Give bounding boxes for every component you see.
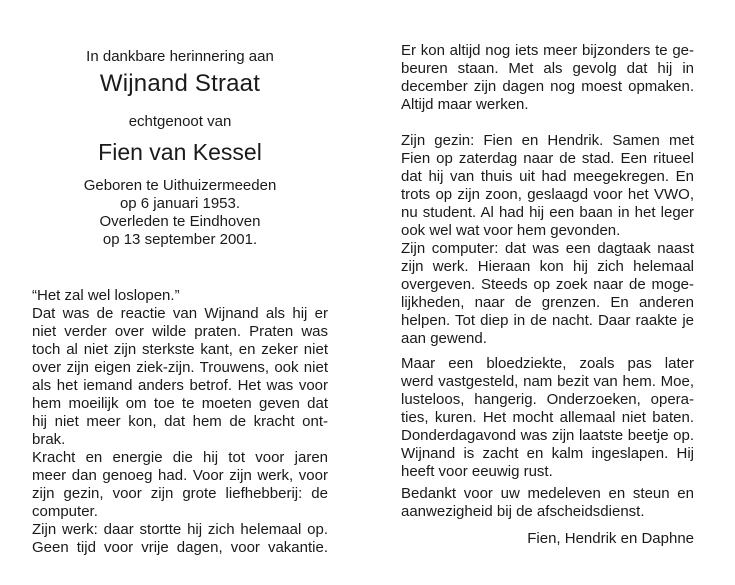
text-line: hem moeilijk om toe te moeten geven dat xyxy=(32,395,328,412)
text-line: aanwezigheid bij de afscheidsdienst. xyxy=(401,503,645,520)
text-line: Geen tijd voor vrije dagen, voor vakantie. xyxy=(32,539,328,556)
text-line: Donderdagavond was zijn laatste beetje op. xyxy=(401,427,694,444)
death-date: op 13 september 2001. xyxy=(102,231,258,248)
text-line: Zijn werk: daar stortte hij zich helemaal op. xyxy=(32,521,328,538)
paragraph-bloedziekte xyxy=(401,355,694,481)
text-line: dat hij van thuis uit had meegekregen. En xyxy=(401,168,694,185)
text-line: werd vastgesteld, nam bezit van hem. Moe, xyxy=(401,373,694,390)
text-line: heeft voor eeuwig rust. xyxy=(401,463,553,480)
text-line: als het iemand anders betrof. Het was voor xyxy=(32,377,328,394)
text-line: Maar een bloedziekte, zoals pas later xyxy=(401,355,694,372)
paragraph-loslopen xyxy=(32,287,328,449)
text-line: hij niet meer kon, dat hem de kracht ont- xyxy=(32,413,328,430)
text-line: Kracht en energie die hij tot voor jaren xyxy=(32,449,328,466)
text-line: lijkheden, naar de grenzen. En anderen xyxy=(401,294,694,311)
intro-text: In dankbare herinnering aan xyxy=(86,48,274,65)
paragraph-werken xyxy=(401,42,694,114)
text-line: Er kon altijd nog iets meer bijzonders te ge- xyxy=(401,42,694,59)
text-line: meer dan genoeg had. Voor zijn werk, voor xyxy=(32,467,328,484)
death-place: Overleden te Eindhoven xyxy=(99,213,261,230)
birth-place: Geboren te Uithuizermeeden xyxy=(83,177,277,194)
deceased-name: Wijnand Straat xyxy=(99,70,261,97)
spouse-label: echtgenoot van xyxy=(128,113,232,130)
text-line: helpen. Tot diep in de nacht. Daar raakte je xyxy=(401,312,694,329)
signature: Fien, Hendrik en Daphne xyxy=(527,530,694,547)
spouse-name: Fien van Kessel xyxy=(98,139,262,165)
text-line: trots op zijn zoon, geslaagd voor het VWO, xyxy=(401,186,694,203)
text-line: nu student. Al had hij een baan in het leger xyxy=(401,204,694,221)
text-line: over zijn eigen ziek-zijn. Trouwens, ook niet xyxy=(32,359,328,376)
text-line: december zijn dagen nog moest opmaken. xyxy=(401,78,694,95)
text-line: Dat was de reactie van Wijnand als hij er xyxy=(32,305,328,322)
paragraph-kracht xyxy=(32,449,328,557)
text-line: niet verder over wilde praten. Praten was xyxy=(32,323,328,340)
paragraph-bedankt xyxy=(401,485,694,521)
text-line: Fien op zaterdag naar de stad. Een ritueel xyxy=(401,150,694,167)
text-line: “Het zal wel loslopen.” xyxy=(32,287,180,304)
text-line: toch al niet zijn sterkste kant, en zeker niet xyxy=(32,341,328,358)
birth-date: op 6 januari 1953. xyxy=(119,195,241,212)
text-line: Bedankt voor uw medeleven en steun en xyxy=(401,485,694,502)
text-line: ook wel wat voor hem gevonden. xyxy=(401,222,621,239)
text-line: aan gewend. xyxy=(401,330,487,347)
text-line: computer. xyxy=(32,503,98,520)
text-line: beuren staan. Met als gevolg dat hij in xyxy=(401,60,694,77)
text-line: brak. xyxy=(32,431,66,448)
text-line: zijn gezin, voor zijn grote liefhebberij: de xyxy=(32,485,328,502)
paragraph-computer xyxy=(401,240,694,348)
text-line: lusteloos, hangerig. Onderzoeken, opera- xyxy=(401,391,694,408)
text-line: ties, kuren. Het mocht allemaal niet baten. xyxy=(401,409,694,426)
text-line: zijn werk. Hieraan kon hij zich helemaal xyxy=(401,258,694,275)
text-line: Zijn computer: dat was een dagtaak naast xyxy=(401,240,694,257)
text-line: overgeven. Steeds op zoek naar de moge- xyxy=(401,276,694,293)
text-line: Wijnand is zacht en kalm ingeslapen. Hij xyxy=(401,445,694,462)
life-dates xyxy=(32,177,328,249)
paragraph-gezin xyxy=(401,132,694,240)
text-line: Zijn gezin: Fien en Hendrik. Samen met xyxy=(401,132,694,149)
text-line: Altijd maar werken. xyxy=(401,96,529,113)
